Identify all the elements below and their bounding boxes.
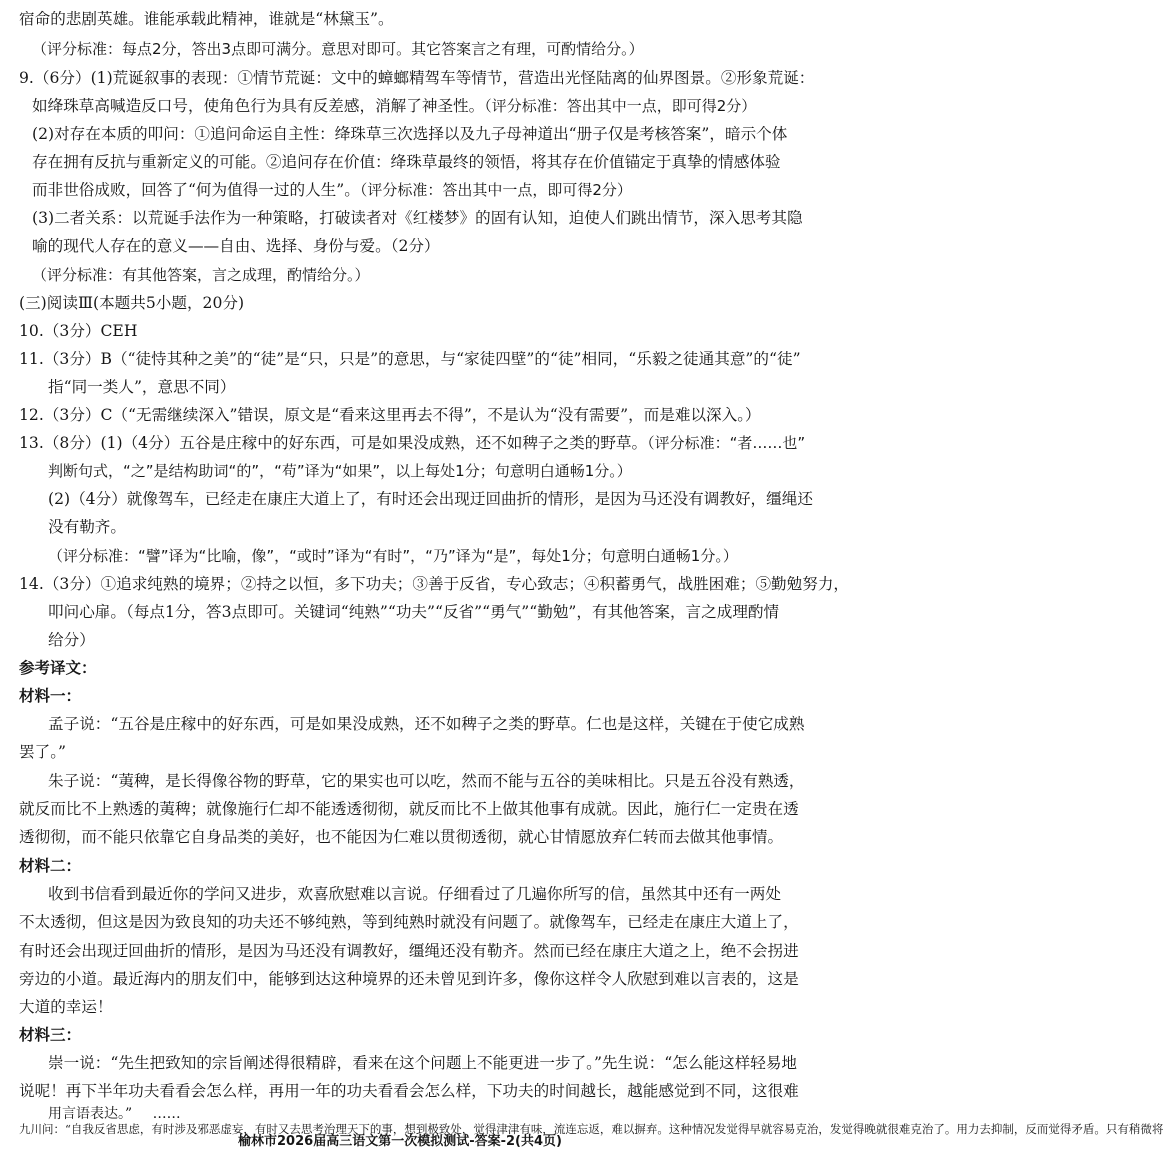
material-1-p1-line1: 孟子说：“五谷是庄稼中的好东西，可是如果没成熟，还不如稗子之类的野草。仁也是这样，关键在于使它成熟: [48, 715, 805, 733]
material-2-line5: 大道的幸运！: [19, 998, 113, 1016]
q9-part2-line1: (2)对存在本质的叩问：①追问命运自主性：绛珠草三次选择以及九子母神道出“册子仅是考核答案”，暗示个体: [32, 125, 788, 143]
q10-answer: 10.（3分）CEH: [19, 322, 138, 340]
q9-part1-line1: 9.（6分）(1)荒诞叙事的表现：①情节荒诞：文中的蟑螂精驾车等情节，营造出光怪陆离的仙界图景。②形象荒诞：: [19, 69, 815, 87]
q9-part2-line3: [32, 178, 786, 202]
material-2-line3: 有时还会出现迂回曲折的情形，是因为马还没有调教好，缰绳还没有勒齐。然而已经在康庄大道之上，绝不会拐进: [19, 942, 799, 960]
q12-answer: 12.（3分）C（“无需继续深入”错误，原文是“看来这里再去不得”，不是认为“没有需要”，而是难以深入。）: [19, 406, 761, 424]
q9-scoring-note: （评分标准：有其他答案，言之成理，酌情给分。）: [32, 266, 370, 284]
q14-line1: 14.（3分）①追求纯熟的境界；②持之以恒，多下功夫；③善于反省，专心致志；④积蓄勇气，战胜困难；⑤勤勉努力，: [19, 575, 850, 593]
translation-heading: 参考译文：: [19, 659, 97, 677]
material-1-p1-line2: 罢了。”: [19, 743, 66, 761]
q13-scoring-note: （评分标准：“譬”译为“比喻，像”，“或时”译为“有时”，“乃”译为“是”，每处1分；句意明白通畅1分。）: [48, 547, 738, 565]
q9-part1-line2: [32, 94, 786, 118]
material-3-title: 材料三：: [19, 1026, 82, 1044]
q9-part1-scoring: （评分标准：答出其中一点，即可得2分）: [484, 97, 757, 115]
q9-part2-line2: 存在拥有反抗与重新定义的可能。②追问存在价值：绛珠草最终的领悟，将其存在价值锚定于真挚的情感体验: [32, 153, 781, 171]
material-1-title: 材料一：: [19, 687, 82, 705]
material-3-block: [48, 1105, 786, 1123]
material-3-p1-line1: 崇一说：“先生把致知的宗旨阐述得很精辟，看来在这个问题上不能更进一步了。”先生说：“怎么能这样轻易地: [48, 1054, 798, 1072]
material-1-p2-line1: 朱子说：“荑稗，是长得像谷物的野草，它的果实也可以吃，然而不能与五谷的美味相比。只是五谷没有熟透，: [48, 772, 805, 790]
q9-part1-text: 如绛珠草高喊造反口号，使角色行为具有反差感，消解了神圣性。: [32, 97, 485, 115]
q9-part3-line2: 喻的现代人存在的意义——自由、选择、身份与爱。（2分）: [32, 237, 440, 255]
q13-line1: [19, 431, 806, 455]
q8-scoring-note: （评分标准：每点2分，答出3点即可满分。意思对即可。其它答案言之有理，可酌情给分。）: [32, 40, 644, 58]
q11-line1: 11.（3分）B（“徒恃其种之美”的“徒”是“只，只是”的意思，与“家徒四壁”的“徒”相同，“乐毅之徒通其意”的“徒”: [19, 350, 801, 368]
material-2-line4: 旁边的小道。最近海内的朋友们中，能够到达这种境界的还未曾见到许多，像你这样令人欣慰到难以言表的，这是: [19, 970, 799, 988]
material-1-p2-line2: 就反而比不上熟透的荑稗；就像施行仁却不能透透彻彻，就反而比不上做其他事有成就。因此，施行仁一定贵在透: [19, 800, 799, 818]
material-2-line1: 收到书信看到最近你的学问又进步，欢喜欣慰难以言说。仔细看过了几遍你所写的信，虽然其中还有一两处: [48, 885, 781, 903]
material-3-p1-line3: 用言语表达。”: [48, 1106, 133, 1122]
q9-part2-scoring: （评分标准：答出其中一点，即可得2分）: [359, 181, 632, 199]
material-3-p2-line1: 九川问：“自我反省思虑，有时涉及邪恶虚妄，有时又去思考治理天下的事，想到极致处，觉得津津有味，流连忘: [19, 1122, 589, 1136]
q13-part2-line2: 没有勒齐。: [48, 518, 126, 536]
material-2-line2: 不太透彻，但这是因为致良知的功夫还不够纯熟，等到纯熟时就没有问题了。就像驾车，已经走在康庄大道上了，: [19, 913, 799, 931]
q14-line3: 给分）: [48, 631, 95, 649]
q9-part3-line1: (3)二者关系：以荒诞手法作为一种策略，打破读者对《红楼梦》的固有认知，迫使人们跳出情节，深入思考其隐: [32, 209, 803, 227]
page-footer: 榆林市2026届高三语文第一次模拟测试-答案-2(共4页): [238, 1134, 562, 1149]
q13-part1-text: 13.（8分）(1)（4分）五谷是庄稼中的好东西，可是如果没成熟，还不如稗子之类的野草。: [19, 434, 648, 452]
q14-line2: 叩问心扉。（每点1分，答3点即可。关键词“纯熟”“功夫”“反省”“勇气”“勤勉”，有其他答案，言之成理酌情: [48, 603, 780, 621]
material-3-p1-line2: 说呢！再下半年功夫看看会怎么样，再用一年的功夫看看会怎么样，下功夫的时间越长，越能感觉到不同，这很难: [19, 1082, 799, 1100]
ellipsis-mark: ……: [152, 1106, 181, 1122]
q9-part2-text: 而非世俗成败，回答了“何为值得一过的人生”。: [32, 181, 360, 199]
q13-part1-scoring-start: （评分标准：“者……也”: [647, 434, 806, 452]
material-1-p2-line3: 透彻彻，而不能只依靠它自身品类的美好，也不能因为仁难以贯彻透彻，就心甘情愿放弃仁转而去做其他事情。: [19, 828, 784, 846]
q8-answer-tail: 宿命的悲剧英雄。谁能承载此精神，谁就是“林黛玉”。: [19, 10, 394, 28]
section-3-heading: (三)阅读Ⅲ(本题共5小题，20分): [19, 294, 245, 312]
q13-line2: 判断句式，“之”是结构助词“的”，“苟”译为“如果”，以上每处1分；句意明白通畅1分。）: [48, 462, 632, 480]
material-3-p2-line2: 返，难以摒弃。这种情况发觉得早就容易克治，发觉得晚就很难克治了。用力去抑制，反而觉得矛盾。只有稍微将: [588, 1122, 1163, 1136]
q11-line2: 指“同一类人”，意思不同）: [48, 378, 236, 396]
q13-part2-line1: (2)（4分）就像驾车，已经走在康庄大道上了，有时还会出现迂回曲折的情形，是因为马还没有调教好，缰绳还: [48, 490, 813, 508]
material-2-title: 材料二：: [19, 857, 82, 875]
